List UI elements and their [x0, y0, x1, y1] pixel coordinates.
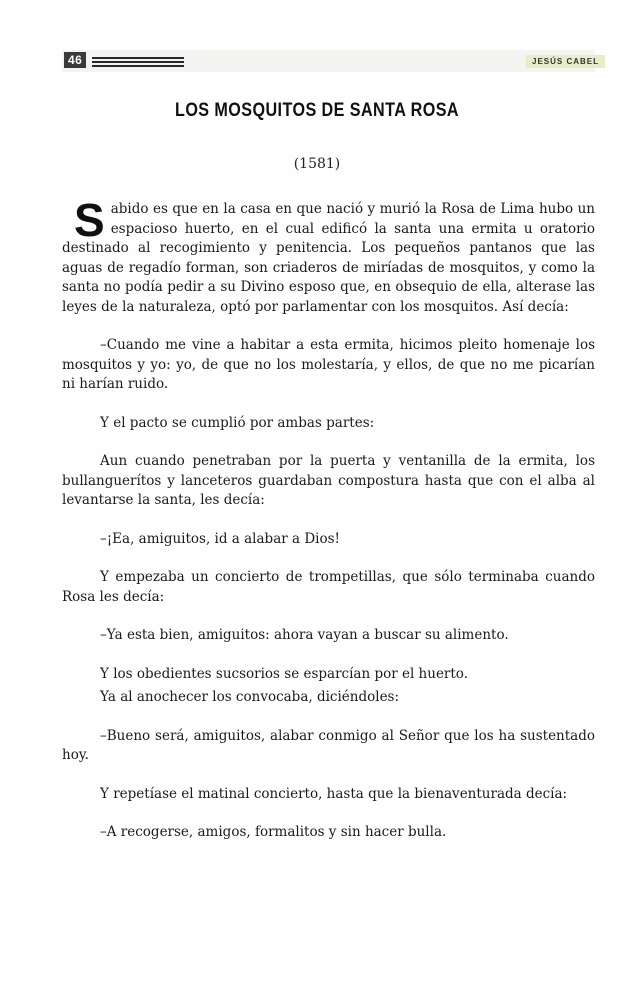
- paragraph: Y empezaba un concierto de trompetillas, que sólo terminaba cuando Rosa les decía:: [62, 569, 595, 605]
- paragraph: Y los obedientes sucsorios se esparcían por el huerto.: [100, 665, 468, 682]
- page-number: 46: [64, 52, 86, 68]
- paragraph: –Ya esta bien, amiguitos: ahora vayan a buscar su alimento.: [100, 627, 509, 643]
- paragraph: Aun cuando penetraban por la puerta y ventanilla de la ermita, los bullanguerítos y lanceteros guardaban compostura hasta que con el alba al levantarse la santa, les decía:: [62, 453, 595, 508]
- drop-cap: S: [74, 194, 105, 246]
- paragraph: Ya al anochecer los convocaba, diciéndoles:: [100, 689, 400, 705]
- header-rule-decoration: [92, 57, 184, 67]
- paragraph: –A recogerse, amigos, formalitos y sin hacer bulla.: [100, 824, 447, 840]
- running-head-author: JESÚS CABEL: [526, 55, 605, 68]
- story-title: LOS MOSQUITOS DE SANTA ROSA: [175, 100, 459, 121]
- paragraph: –Cuando me vine a habitar a esta ermita, hicimos pleito homenaje los mosquitos y yo: yo, de que no los molestaría, y ellos, de que no me picarían ni harían ruido.: [62, 337, 595, 392]
- paragraph-text: abido es que en la casa en que nació y murió la Rosa de Lima hubo un espacioso huerto, en el cual edificó la santa una ermita u oratorio destinado al recogimiento y penitencia. Los pequeños pantanos que las aguas de regadío forman, son criaderos de miríadas de mosquitos, y como la santa no podía pedir a su Divino esposo que, en obsequio de ella, alterase las leyes de la naturaleza, optó por parlamentar con los mosquitos. Así decía:: [62, 201, 595, 315]
- story-body: [62, 194, 595, 862]
- story-year: (1581): [293, 156, 341, 172]
- paragraph-opening: [62, 194, 595, 317]
- paragraph: Y repetíase el matinal concierto, hasta que la bienaventurada decía:: [100, 785, 568, 802]
- paragraph: –Bueno será, amiguitos, alabar conmigo al Señor que los ha sustentado hoy.: [62, 727, 595, 763]
- paragraph: –¡Ea, amiguitos, id a alabar a Dios!: [100, 530, 340, 547]
- paragraph: Y el pacto se cumplió por ambas partes:: [100, 414, 375, 431]
